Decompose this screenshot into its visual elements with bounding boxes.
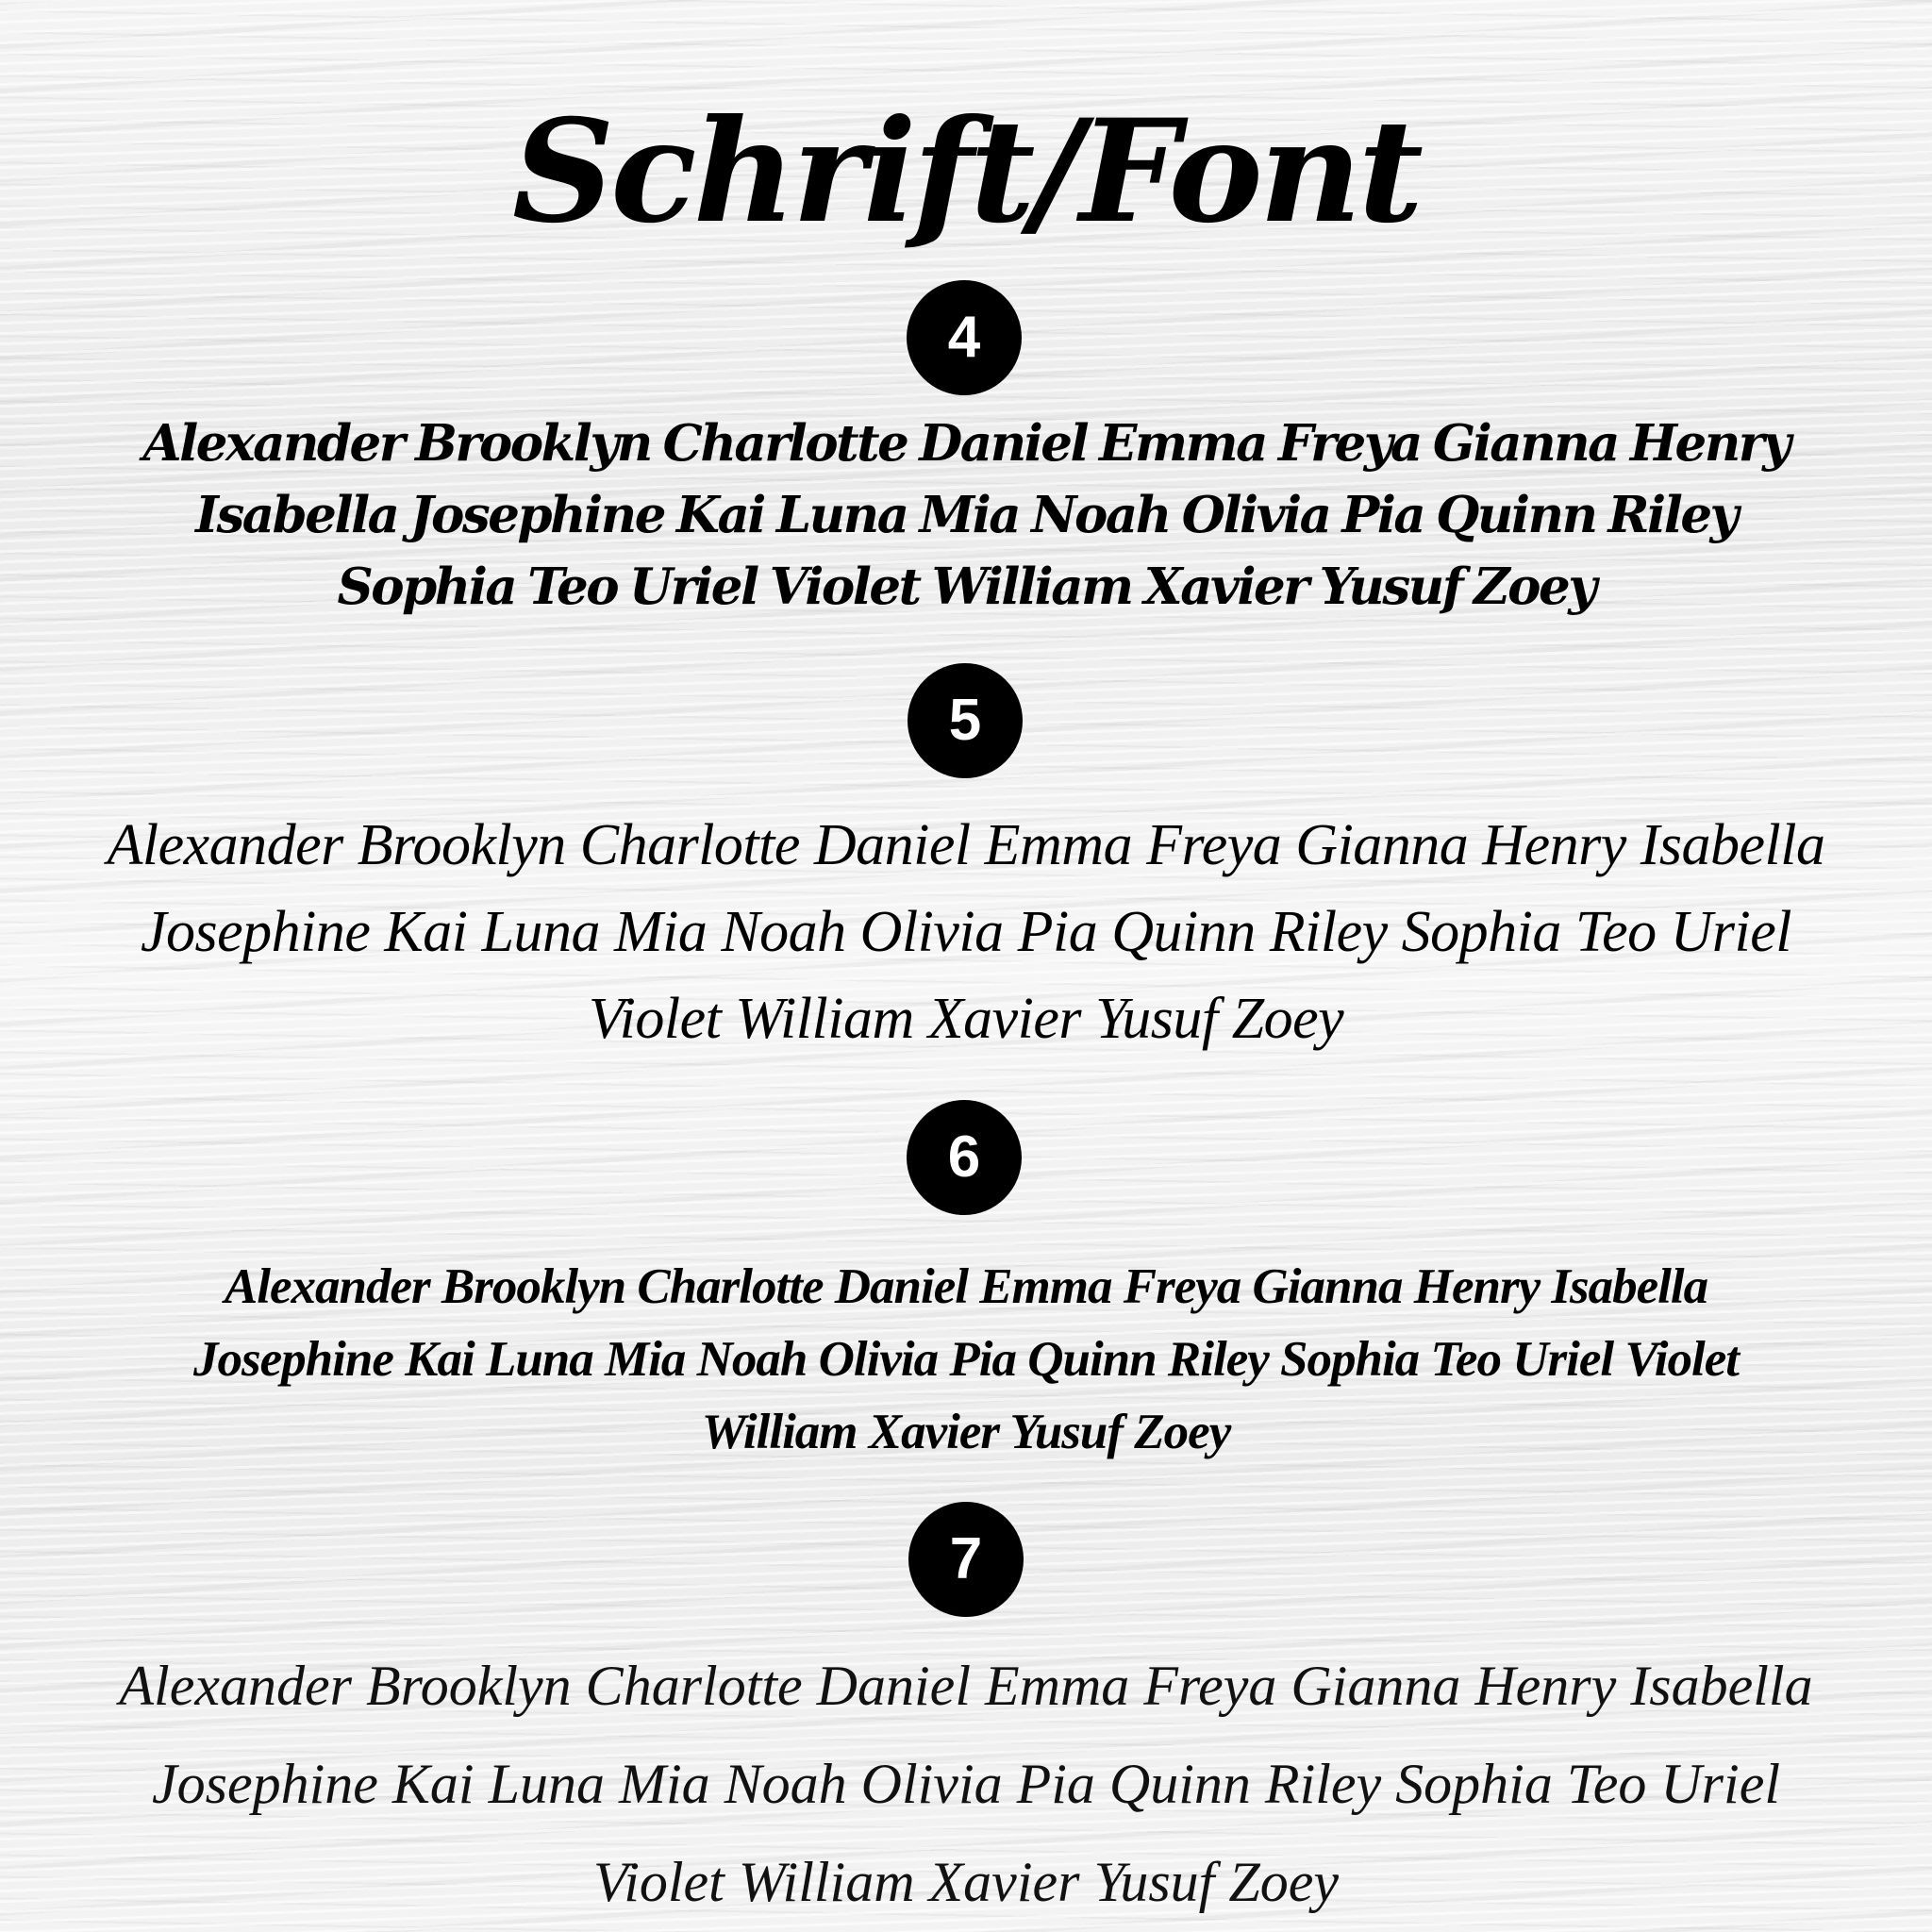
page-title: Schrift/Font [511, 89, 1420, 255]
font-sample-6 [57, 1251, 1875, 1469]
font-number-badge-4: 4 [907, 280, 1022, 395]
font-sample-7 [57, 1637, 1875, 1931]
font-sample-7-line-1: Alexander Brooklyn Charlotte Daniel Emma Freya Gianna Henry Isabella [119, 1655, 1813, 1717]
font-sample-4 [57, 408, 1875, 623]
font-sample-5-line-1: Alexander Brooklyn Charlotte Daniel Emma Freya Gianna Henry Isabella [107, 813, 1825, 877]
font-sample-5 [57, 802, 1875, 1062]
font-sample-6-line-2: Josephine Kai Luna Mia Noah Olivia Pia Quinn Riley Sophia Teo Uriel Violet [193, 1332, 1739, 1387]
font-number-badge-6: 6 [907, 1100, 1022, 1215]
font-sample-6-line-1: Alexander Brooklyn Charlotte Daniel Emma Freya Gianna Henry Isabella [224, 1259, 1708, 1314]
font-sample-7-line-3: Violet William Xavier Yusuf Zoey [593, 1851, 1339, 1913]
font-sample-7-line-2: Josephine Kai Luna Mia Noah Olivia Pia Quinn Riley Sophia Teo Uriel [152, 1753, 1780, 1815]
font-number-badge-5: 5 [908, 663, 1023, 778]
font-sample-4-line-1: Alexander Brooklyn Charlotte Daniel Emma Freya Gianna Henry [142, 414, 1790, 473]
font-number-badge-7: 7 [908, 1502, 1024, 1617]
font-sample-5-line-2: Josephine Kai Luna Mia Noah Olivia Pia Quinn Riley Sophia Teo Uriel [140, 900, 1792, 964]
font-sample-4-line-2: Isabella Josephine Kai Luna Mia Noah Olivia Pia Quinn Riley [195, 486, 1737, 544]
font-sample-4-line-3: Sophia Teo Uriel Violet William Xavier Yusuf Zoey [337, 558, 1595, 616]
font-sample-6-line-3: William Xavier Yusuf Zoey [701, 1405, 1231, 1459]
font-sample-5-line-3: Violet William Xavier Yusuf Zoey [588, 987, 1344, 1051]
